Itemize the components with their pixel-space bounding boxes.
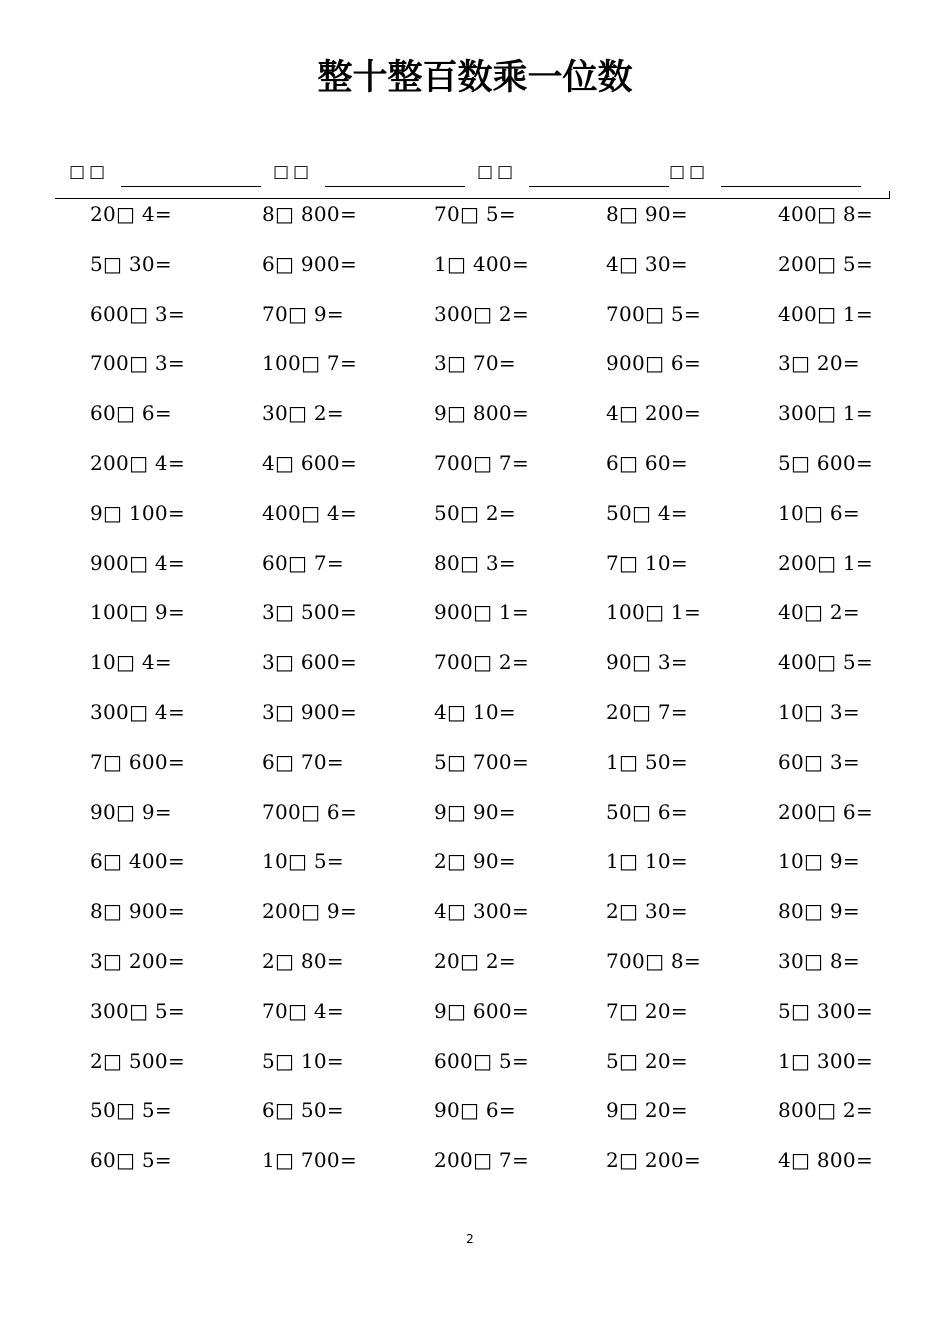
problem-item: 9□ 20=	[606, 1098, 688, 1123]
problem-item: 6□ 50=	[262, 1098, 344, 1123]
problem-item: 8□ 90=	[606, 202, 688, 226]
problem-item: 700□ 6=	[262, 799, 358, 824]
problem-item: 40□ 2=	[778, 600, 860, 625]
problem-row	[90, 497, 950, 547]
problem-item: 5□ 700=	[434, 749, 530, 774]
problem-item: 400□ 8=	[778, 202, 874, 226]
problem-row	[90, 1144, 950, 1194]
problem-item: 60□ 3=	[778, 749, 860, 774]
problem-item: 10□ 3=	[778, 699, 860, 724]
problem-item: 300□ 5=	[90, 998, 186, 1023]
problem-item: 4□ 300=	[434, 899, 530, 924]
problem-item: 6□ 60=	[606, 450, 688, 475]
problem-item: 30□ 8=	[778, 948, 860, 973]
problem-item: 80□ 9=	[778, 899, 860, 924]
problem-item: 3□ 70=	[434, 351, 516, 376]
problem-item: 80□ 3=	[434, 550, 516, 575]
problem-item: 9□ 90=	[434, 799, 516, 824]
problem-item: 700□ 5=	[606, 301, 702, 326]
problem-row	[90, 447, 950, 497]
problem-item: 9□ 600=	[434, 998, 530, 1023]
problem-item: 2□ 90=	[434, 849, 516, 874]
problem-row	[90, 547, 950, 597]
problem-item: 100□ 9=	[90, 600, 186, 625]
problem-item: 20□ 7=	[606, 699, 688, 724]
problem-item: 7□ 20=	[606, 998, 688, 1023]
info-field-label: □□	[273, 162, 314, 182]
info-field-blank[interactable]	[325, 186, 465, 187]
problem-item: 6□ 900=	[262, 251, 358, 276]
problem-item: 60□ 7=	[262, 550, 344, 575]
problem-item: 9□ 100=	[90, 500, 186, 525]
student-info-row	[55, 150, 890, 199]
problem-item: 5□ 300=	[778, 998, 874, 1023]
problem-item: 4□ 200=	[606, 401, 702, 426]
problem-item: 20□ 2=	[434, 948, 516, 973]
problem-item: 900□ 4=	[90, 550, 186, 575]
problem-item: 200□ 5=	[778, 251, 874, 276]
problem-item: 2□ 80=	[262, 948, 344, 973]
problem-item: 3□ 900=	[262, 699, 358, 724]
info-field-label: □□	[477, 162, 518, 182]
problem-item: 900□ 6=	[606, 351, 702, 376]
problem-item: 50□ 6=	[606, 799, 688, 824]
problem-item: 200□ 7=	[434, 1148, 530, 1173]
problem-item: 5□ 10=	[262, 1048, 344, 1073]
problem-item: 400□ 4=	[262, 500, 358, 525]
problem-item: 1□ 10=	[606, 849, 688, 874]
problem-item: 3□ 500=	[262, 600, 358, 625]
problem-item: 50□ 4=	[606, 500, 688, 525]
problem-item: 10□ 6=	[778, 500, 860, 525]
problem-row	[90, 596, 950, 646]
problem-item: 800□ 2=	[778, 1098, 874, 1123]
problem-item: 4□ 600=	[262, 450, 358, 475]
problem-item: 90□ 6=	[434, 1098, 516, 1123]
problem-item: 200□ 9=	[262, 899, 358, 924]
problem-item: 700□ 8=	[606, 948, 702, 973]
problem-item: 90□ 3=	[606, 650, 688, 675]
problem-row	[90, 845, 950, 895]
problem-item: 60□ 5=	[90, 1148, 172, 1173]
problem-item: 5□ 30=	[90, 251, 172, 276]
worksheet-title: 整十整百数乘一位数	[317, 58, 633, 98]
problem-item: 1□ 300=	[778, 1048, 874, 1073]
problem-item: 8□ 900=	[90, 899, 186, 924]
problem-item: 900□ 1=	[434, 600, 530, 625]
problem-item: 400□ 5=	[778, 650, 874, 675]
problem-item: 600□ 3=	[90, 301, 186, 326]
problem-item: 4□ 30=	[606, 251, 688, 276]
info-field-label: □□	[69, 162, 110, 182]
problem-item: 700□ 3=	[90, 351, 186, 376]
problem-item: 6□ 70=	[262, 749, 344, 774]
info-field-blank[interactable]	[529, 186, 669, 187]
info-field-blank[interactable]	[121, 186, 261, 187]
problem-item: 10□ 4=	[90, 650, 172, 675]
problem-item: 300□ 4=	[90, 699, 186, 724]
problem-item: 7□ 10=	[606, 550, 688, 575]
problem-item: 50□ 2=	[434, 500, 516, 525]
problem-row	[90, 796, 950, 846]
problem-grid	[90, 198, 950, 1194]
problem-row	[90, 945, 950, 995]
problem-item: 10□ 5=	[262, 849, 344, 874]
problem-row	[90, 298, 950, 348]
problem-item: 300□ 1=	[778, 401, 874, 426]
problem-item: 6□ 400=	[90, 849, 186, 874]
problem-item: 1□ 400=	[434, 251, 530, 276]
problem-item: 70□ 9=	[262, 301, 344, 326]
problem-item: 3□ 200=	[90, 948, 186, 973]
problem-item: 600□ 5=	[434, 1048, 530, 1073]
problem-item: 100□ 1=	[606, 600, 702, 625]
problem-item: 8□ 800=	[262, 202, 358, 226]
problem-item: 2□ 200=	[606, 1148, 702, 1173]
problem-row	[90, 995, 950, 1045]
problem-item: 3□ 20=	[778, 351, 860, 376]
problem-item: 2□ 30=	[606, 899, 688, 924]
problem-item: 60□ 6=	[90, 401, 172, 426]
problem-item: 300□ 2=	[434, 301, 530, 326]
problem-item: 70□ 4=	[262, 998, 344, 1023]
problem-item: 30□ 2=	[262, 401, 344, 426]
problem-item: 200□ 1=	[778, 550, 874, 575]
problem-item: 7□ 600=	[90, 749, 186, 774]
problem-item: 4□ 10=	[434, 699, 516, 724]
problem-row	[90, 696, 950, 746]
problem-row	[90, 198, 950, 248]
problem-item: 50□ 5=	[90, 1098, 172, 1123]
problem-item: 20□ 4=	[90, 202, 172, 226]
problem-item: 90□ 9=	[90, 799, 172, 824]
problem-item: 3□ 600=	[262, 650, 358, 675]
problem-item: 700□ 2=	[434, 650, 530, 675]
problem-row	[90, 746, 950, 796]
problem-item: 4□ 800=	[778, 1148, 874, 1173]
problem-item: 100□ 7=	[262, 351, 358, 376]
problem-row	[90, 1045, 950, 1095]
problem-item: 400□ 1=	[778, 301, 874, 326]
problem-item: 5□ 600=	[778, 450, 874, 475]
problem-row	[90, 347, 950, 397]
problem-item: 200□ 6=	[778, 799, 874, 824]
problem-item: 1□ 700=	[262, 1148, 358, 1173]
problem-row	[90, 646, 950, 696]
problem-row	[90, 248, 950, 298]
problem-item: 9□ 800=	[434, 401, 530, 426]
problem-item: 5□ 20=	[606, 1048, 688, 1073]
problem-item: 200□ 4=	[90, 450, 186, 475]
problem-item: 700□ 7=	[434, 450, 530, 475]
problem-row	[90, 397, 950, 447]
problem-item: 10□ 9=	[778, 849, 860, 874]
problem-row	[90, 895, 950, 945]
problem-row	[90, 1094, 950, 1144]
info-field-label: □□	[669, 162, 710, 182]
page-number: 2	[466, 1232, 474, 1246]
info-field-blank[interactable]	[721, 186, 861, 187]
problem-item: 1□ 50=	[606, 749, 688, 774]
problem-item: 70□ 5=	[434, 202, 516, 226]
problem-item: 2□ 500=	[90, 1048, 186, 1073]
